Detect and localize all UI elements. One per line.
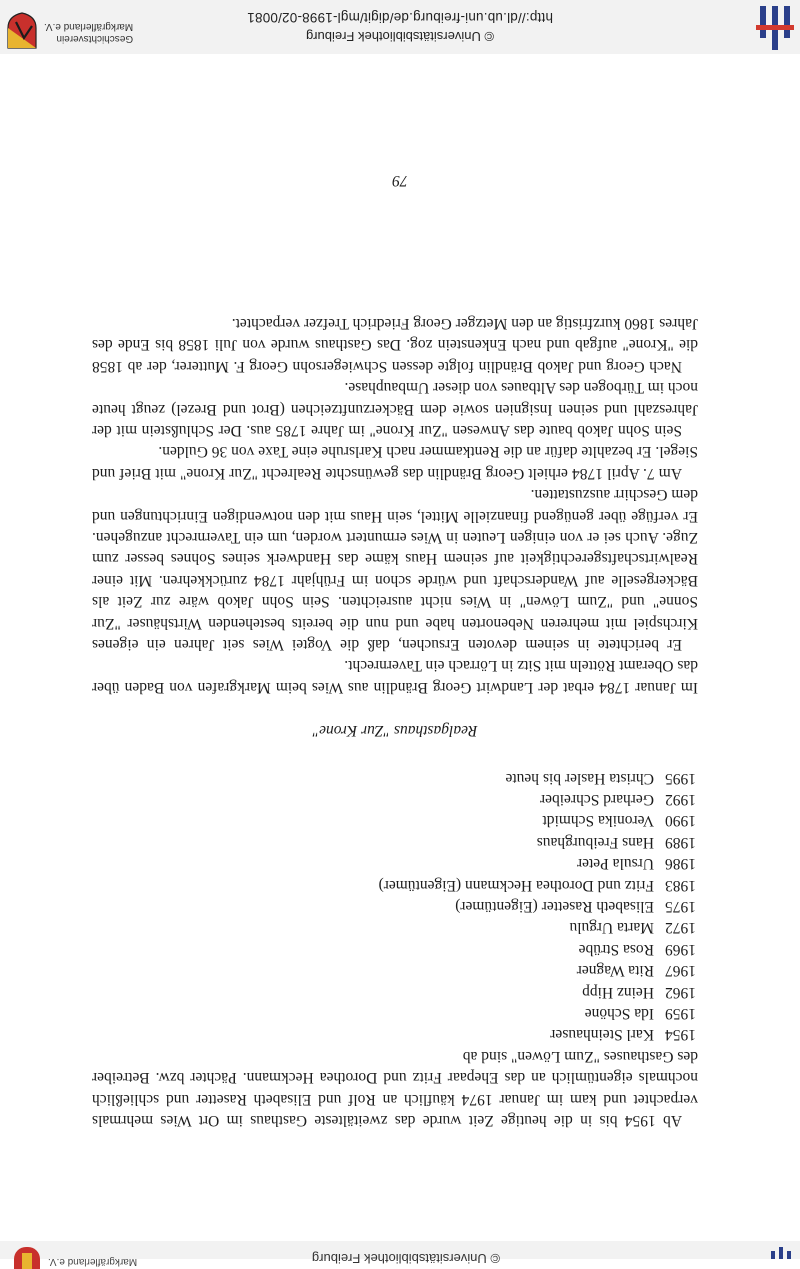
tenant-name: Elisabeth Rasetter (Eigentümer) (455, 898, 654, 916)
paragraph-ersuchen: Er berichtete in seinem devoten Ersuchen, daß die Vogtei Wies seit Jahren ein eigenes Kirchspiel mit mehreren Nebenorten habe und nun die bereits bestehenden Wirtshäuser "Zur Sonne" und "Zum Löwen" in Wies nicht ausreichten. Sein Sohn Jakob wäre zur Zeit als Bäckergeselle auf Wanderschaft und würde schon im Frühjahr 1784 zurückkehren. Mit einer Realwirtschaftsgerechtigkeit auf seinem Haus käme das Handwerk seines Sohnes besser zum Zuge. Auch sei er von einigen Leuten in Wies ermuntert worden, um ein Tavernrecht anzugehen. Er verfüge über genügend finanzielle Mittel, sein Haus mit den notwendigen Einrichtungen und dem Geschirr auszustatten. (92, 486, 698, 654)
tenant-year: 1986 (665, 855, 696, 873)
tenant-name: Rita Wagner (576, 962, 654, 980)
crest-logo-icon-cutoff (14, 1247, 40, 1269)
tenant-name: Hans Freiburghaus (536, 833, 654, 851)
tenant-list (92, 767, 698, 1045)
tenant-row (92, 789, 698, 810)
tenant-row (92, 938, 698, 959)
tenant-year: 1975 (665, 898, 696, 916)
paragraph-gasthaus-loewen: Ab 1954 bis in die heutige Zeit wurde das zweitälteste Gasthaus im Ort Wies mehrmals verpachtet und kam im Januar 1974 käuflich an Rolf und Elisabeth Rasetter und schließlich nochmals eigentümlich an das Ehepaar Fritz und Dorothea Heckmann. Pächter bzw. Betreiber des Gasthauses "Zum Löwen" sind ab (92, 1047, 698, 1129)
cutoff-publisher-text: Markgräflerland e.V. (48, 1256, 138, 1267)
tenant-row (92, 981, 698, 1002)
tenant-name: Ida Schöne (584, 1004, 654, 1022)
tenant-row (92, 896, 698, 917)
tenant-row (92, 1003, 698, 1024)
ub-logo-icon-cutoff (768, 1241, 794, 1259)
tenant-name: Veronika Schmidt (542, 812, 654, 830)
tenant-year: 1969 (665, 940, 696, 958)
footer-publisher-line2: Markgräflerland e.V. (44, 21, 134, 32)
tenant-row (92, 1024, 698, 1045)
tenant-year: 1995 (665, 769, 696, 787)
footer-publisher-line1: Geschichtsverein (56, 33, 134, 44)
tenant-year: 1992 (665, 791, 696, 809)
tenant-name: Gerhard Schreiber (539, 791, 654, 809)
page-number: 79 (392, 172, 408, 189)
tenant-year: 1983 (665, 876, 696, 894)
section-heading: Realgasthaus "Zur Krone" (312, 722, 478, 740)
tenant-name: Ursula Peter (576, 855, 654, 873)
tenant-name: Rosa Strübe (578, 940, 654, 958)
paragraph-tavernrecht: Im Januar 1784 erbat der Landwirt Georg Brändlin aus Wies beim Markgrafen von Baden über das Oberamt Rötteln mit Sitz in Lörrach ein Tavernrecht. (92, 657, 698, 696)
tenant-row (92, 853, 698, 874)
paragraph-realrecht: Am 7. April 1784 erhielt Georg Brändlin das gewünschte Realrecht "Zur Krone" mit Brief und Siegel. Er bezahlte dafür an die Rentkammer nach Karlsruhe eine Taxe von 36 Gulden. (92, 443, 698, 482)
tenant-name: Christa Hasler bis heute (505, 769, 654, 787)
footer-url-link[interactable]: http://dl.ub.uni-freiburg.de/digit/mgl-1998-02/0081 (247, 10, 553, 25)
library-footer (0, 0, 800, 54)
page-body (92, 313, 698, 1131)
tenant-row (92, 810, 698, 831)
tenant-year: 1989 (665, 833, 696, 851)
tenant-row (92, 767, 698, 788)
footer-publisher (44, 20, 133, 44)
tenant-year: 1967 (665, 962, 696, 980)
tenant-row (92, 917, 698, 938)
tenant-row (92, 874, 698, 895)
tenant-year: 1959 (665, 1004, 696, 1022)
tenant-name: Heinz Hipp (582, 983, 654, 1001)
paragraph-mutterer: Nach Georg und Jakob Brändlin folgte dessen Schwiegersohn Georg F. Mutterer, der ab 1858 die "Krone" aufgab und nach Enkenstein zog. Das Gasthaus wurde von Juli 1858 bis Ende des Jahres 1860 kurzfristig an den Metzger Georg Friedrich Trefzer verpachtet. (92, 314, 698, 375)
cutoff-copyright-text: © Universitätsbibliothek Freiburg (311, 1251, 500, 1266)
geschichtsverein-crest-icon (6, 12, 38, 50)
tenant-year: 1972 (665, 919, 696, 937)
tenant-year: 1954 (665, 1026, 696, 1044)
tenant-name: Marta Urgulu (569, 919, 654, 937)
footer-copyright: © Universitätsbibliothek Freiburg (305, 29, 495, 44)
tenant-year: 1990 (665, 812, 696, 830)
tenant-year: 1962 (665, 983, 696, 1001)
tenant-row (92, 960, 698, 981)
paragraph-anwesen: Sein Sohn Jakob baute das Anwesen "Zur Krone" im Jahre 1785 aus. Der Schlußstein mit der Jahreszahl und seinen Insignien sowie dem Bäckerzunftzeichen (Brot und Brezel) zeugt heute noch im Türbogen des Altbaues von dieser Umbauphase. (92, 379, 698, 440)
tenant-name: Fritz und Dorothea Heckmann (Eigentümer) (378, 876, 654, 894)
cutoff-footer-strip (0, 1241, 800, 1267)
tenant-name: Karl Steinhauser (550, 1026, 654, 1044)
tenant-row (92, 831, 698, 852)
